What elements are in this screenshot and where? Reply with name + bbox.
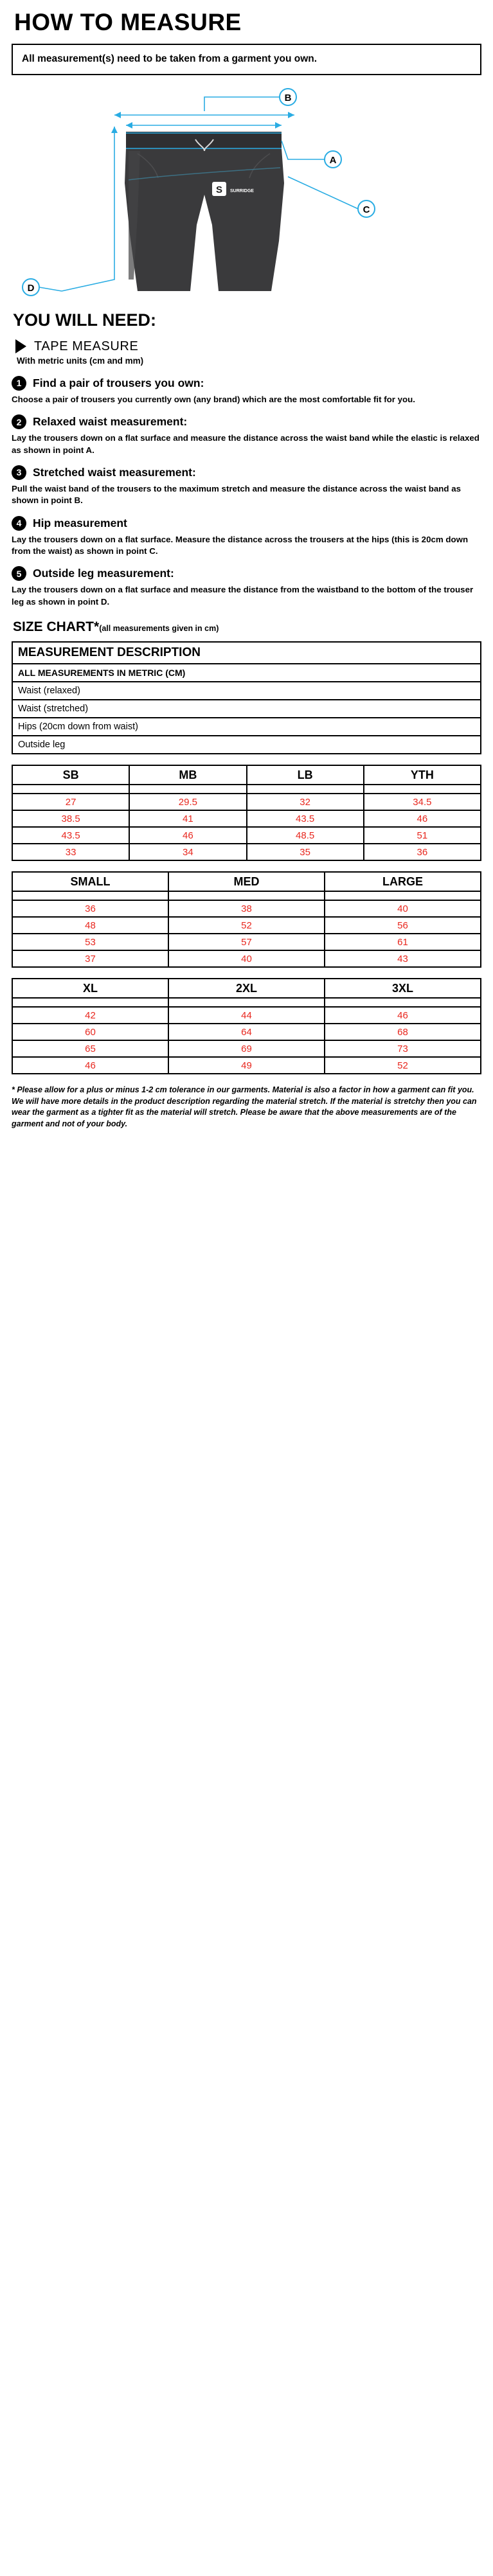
step-2-number: 2: [12, 414, 26, 429]
step-3-head: [12, 465, 481, 480]
cell: 29.5: [129, 794, 246, 810]
tape-measure-label: TAPE MEASURE: [34, 339, 139, 353]
size-chart-title: SIZE CHART*: [13, 619, 100, 635]
cell: 27: [12, 794, 129, 810]
tape-measure-row: [15, 339, 481, 354]
table-row: [12, 891, 481, 900]
step-5-body: Lay the trousers down on a flat surface and measure the distance from the waistband to the bottom of the trouser leg as shown in point D.: [12, 585, 474, 607]
cell: 34.5: [364, 794, 481, 810]
step-2-body: Lay the trousers down on a flat surface and measure the distance across the waist band while the elastic is relaxed as shown in point A.: [12, 433, 480, 455]
label-b-leader: [204, 97, 280, 111]
table-row: [12, 950, 481, 967]
size-col-0: SB: [12, 765, 129, 785]
cell: 34: [129, 844, 246, 860]
cell: 36: [12, 900, 168, 917]
table-row: [12, 785, 481, 794]
table-header-row: [12, 872, 481, 891]
table-row: [12, 682, 481, 700]
desc-row-2: Hips (20cm down from waist): [12, 718, 481, 736]
size-col-0: SMALL: [12, 872, 168, 891]
step-1-head: [12, 376, 481, 391]
cell: 44: [168, 1007, 325, 1024]
cell: 73: [325, 1040, 481, 1057]
cell: 61: [325, 934, 481, 950]
table-row: [12, 718, 481, 736]
measurement-description-table: [12, 641, 481, 754]
step-1-body: Choose a pair of trousers you currently own (any brand) which are the most comfortable fit for you.: [12, 394, 415, 404]
cell: 56: [325, 917, 481, 934]
cell: 60: [12, 1024, 168, 1040]
cell: 41: [129, 810, 246, 827]
step-4-body: Lay the trousers down on a flat surface. Measure the distance across the trousers at the hips (this is 20cm down from the waist) as shown in point C.: [12, 534, 469, 556]
table-row: [12, 1007, 481, 1024]
step-2-title: Relaxed waist measurement:: [33, 415, 188, 429]
cell: 48.5: [247, 827, 364, 844]
how-to-measure-page: [0, 9, 493, 1141]
cell: 43: [325, 950, 481, 967]
table-header-row: [12, 979, 481, 998]
cell: 48: [12, 917, 168, 934]
step-3: [12, 465, 481, 507]
brand-name: SURRIDGE: [230, 188, 254, 193]
table-row: [12, 700, 481, 718]
label-a-text: A: [329, 154, 337, 166]
cell: 57: [168, 934, 325, 950]
step-5-head: [12, 566, 481, 581]
label-b-text: B: [284, 92, 292, 103]
cell: 69: [168, 1040, 325, 1057]
you-will-need-title: YOU WILL NEED:: [13, 310, 157, 330]
cell: 46: [325, 1007, 481, 1024]
cell: 33: [12, 844, 129, 860]
size-col-2: LARGE: [325, 872, 481, 891]
table-row: [12, 998, 481, 1007]
table-row: [12, 917, 481, 934]
cell: 64: [168, 1024, 325, 1040]
desc-table-title: MEASUREMENT DESCRIPTION: [12, 642, 481, 664]
table-row: [12, 1057, 481, 1074]
cell: 51: [364, 827, 481, 844]
dimension-d-line: [62, 127, 114, 291]
cell: 53: [12, 934, 168, 950]
step-4-head: [12, 516, 481, 531]
footnote: * Please allow for a plus or minus 1-2 cm tolerance in our garments. Material is also a factor in how a garment can fit you. We will have more details in the product description regarding the material stretch. If the material is stretchy then you can wear the garment as a tighter fit as the material will stretch. Please be aware that the above measurements are of the garment and not of your body.: [12, 1085, 477, 1128]
table-row: [12, 642, 481, 664]
size-col-1: 2XL: [168, 979, 325, 998]
table-header-row: [12, 765, 481, 785]
step-4: [12, 516, 481, 558]
table-row: [12, 844, 481, 860]
measurement-diagram: [12, 87, 481, 299]
table-row: [12, 1024, 481, 1040]
size-col-3: YTH: [364, 765, 481, 785]
step-1-number: 1: [12, 376, 26, 391]
svg-text:S: S: [215, 184, 223, 195]
label-d-text: D: [27, 282, 35, 294]
cell: 46: [129, 827, 246, 844]
play-triangle-icon: [15, 339, 26, 353]
size-table-adult: [12, 871, 481, 968]
cell: 52: [168, 917, 325, 934]
table-row: [12, 1040, 481, 1057]
cell: 32: [247, 794, 364, 810]
step-5-number: 5: [12, 566, 26, 581]
cell: 49: [168, 1057, 325, 1074]
cell: 68: [325, 1024, 481, 1040]
desc-row-3: Outside leg: [12, 736, 481, 754]
label-c-leader: [288, 177, 358, 209]
step-3-body: Pull the waist band of the trousers to the maximum stretch and measure the distance across the waist band as shown in point B.: [12, 483, 462, 506]
table-row: [12, 934, 481, 950]
table-row: [12, 736, 481, 754]
label-a-leader: [282, 141, 325, 159]
step-1-title: Find a pair of trousers you own:: [33, 376, 204, 389]
intro-box: [12, 44, 481, 75]
tape-measure-sub: With metric units (cm and mm): [17, 355, 144, 366]
cell: 40: [325, 900, 481, 917]
cell: 40: [168, 950, 325, 967]
label-c-text: C: [363, 204, 370, 215]
step-2: [12, 414, 481, 456]
step-3-number: 3: [12, 465, 26, 480]
cell: 65: [12, 1040, 168, 1057]
size-col-1: MB: [129, 765, 246, 785]
cell: 52: [325, 1057, 481, 1074]
size-col-2: 3XL: [325, 979, 481, 998]
desc-row-0: Waist (relaxed): [12, 682, 481, 700]
size-col-1: MED: [168, 872, 325, 891]
cell: 35: [247, 844, 364, 860]
intro-text: All measurement(s) need to be taken from a garment you own.: [22, 53, 318, 64]
step-5: [12, 566, 481, 608]
size-col-0: XL: [12, 979, 168, 998]
trousers-illustration: [125, 132, 284, 291]
cell: 43.5: [12, 827, 129, 844]
cell: 37: [12, 950, 168, 967]
size-col-2: LB: [247, 765, 364, 785]
step-5-title: Outside leg measurement:: [33, 567, 174, 580]
cell: 42: [12, 1007, 168, 1024]
size-chart-heading: [13, 619, 481, 635]
step-1: [12, 376, 481, 405]
cell: 46: [12, 1057, 168, 1074]
table-row: [12, 794, 481, 810]
size-table-xl: [12, 978, 481, 1074]
table-row: [12, 810, 481, 827]
cell: 43.5: [247, 810, 364, 827]
step-3-title: Stretched waist measurement:: [33, 465, 196, 479]
table-row: [12, 827, 481, 844]
table-row: [12, 900, 481, 917]
desc-row-1: Waist (stretched): [12, 700, 481, 718]
step-2-head: [12, 414, 481, 429]
step-4-title: Hip measurement: [33, 516, 127, 529]
desc-table-subtitle: ALL MEASUREMENTS IN METRIC (CM): [12, 664, 481, 682]
cell: 38: [168, 900, 325, 917]
cell: 46: [364, 810, 481, 827]
size-table-youth: [12, 765, 481, 861]
table-row: [12, 664, 481, 682]
cell: 36: [364, 844, 481, 860]
page-title: HOW TO MEASURE: [14, 9, 242, 35]
size-chart-subtitle: (all measurements given in cm): [99, 624, 219, 634]
cell: 38.5: [12, 810, 129, 827]
step-4-number: 4: [12, 516, 26, 531]
